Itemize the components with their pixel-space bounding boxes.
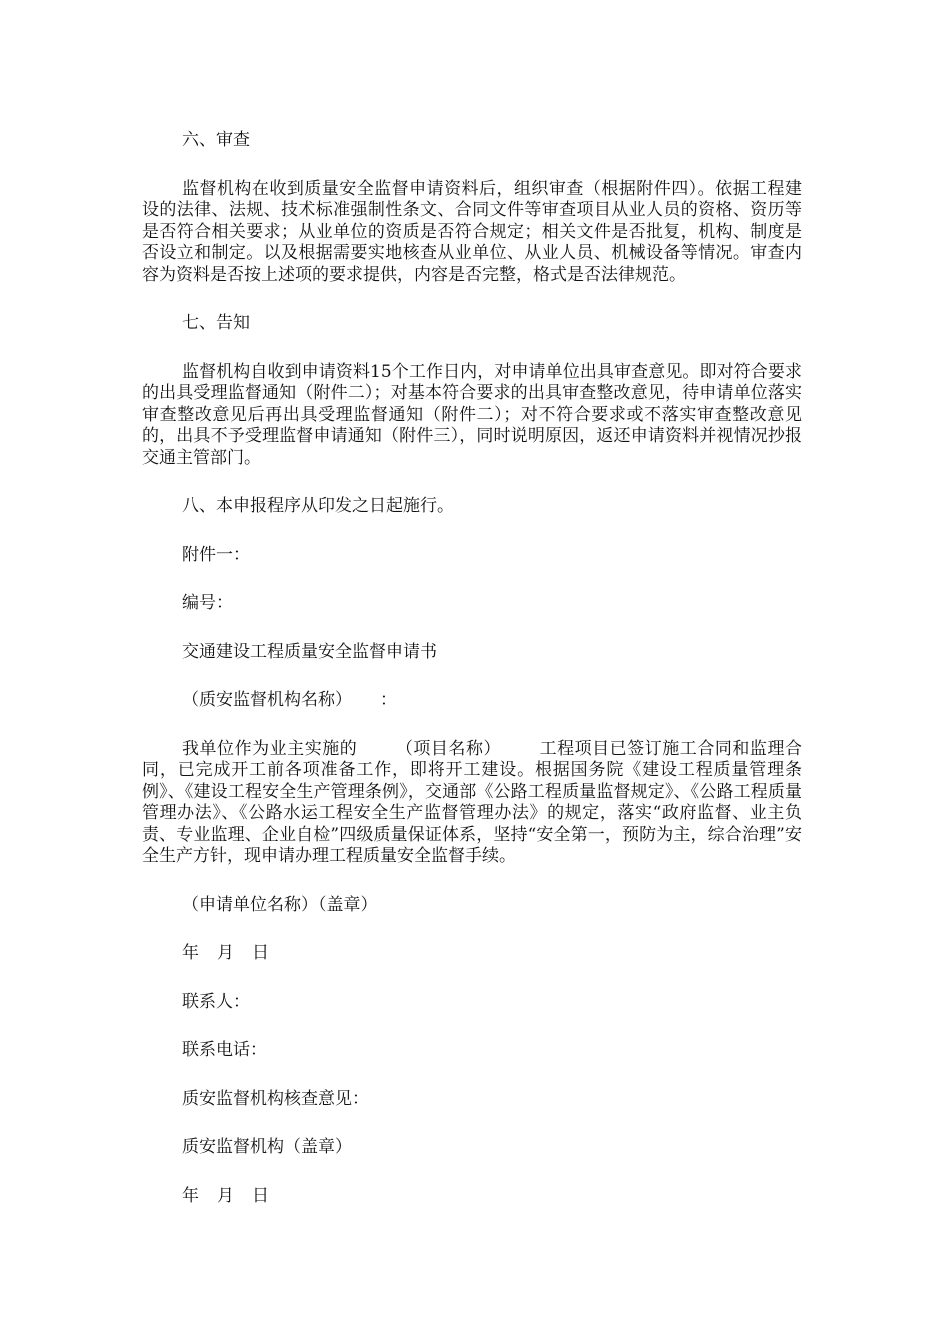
- date-day-label: 日: [252, 943, 269, 963]
- number-label: 编号：: [182, 593, 233, 613]
- date-line-1: [142, 943, 802, 965]
- section-6-body: 监督机构在收到质量安全监督申请资料后，组织审查（根据附件四）。依据工程建设的法律、法规、技术标准强制性条文、合同文件等审查项目从业人员的资格、资历等是否符合相关要求；从业单位的资质是否符合规定；相关文件是否批复，机构、制度是否设立和制定。以及根据需要实地核查从业单位、从业人员、机械设备等情况。审查内容为资料是否按上述项的要求提供，内容是否完整，格式是否法律规范。: [142, 178, 802, 285]
- addressee-name: （质安监督机构名称）: [182, 690, 352, 710]
- addressee-line: [142, 690, 802, 712]
- project-name-placeholder: （项目名称）: [395, 738, 502, 759]
- contact-phone-label: 联系电话：: [182, 1040, 267, 1060]
- section-8-text: 八、本申报程序从印发之日起施行。: [182, 496, 454, 516]
- form-title: 交通建设工程质量安全监督申请书: [182, 641, 437, 662]
- document-body: [142, 130, 802, 1234]
- application-part-2: 工程项目已签订施工合同和监理合同，已完成开工前各项准备工作，即将开工建设。根据国务院《建设工程质量管理条例》、《建设工程安全生产管理条例》，交通部《公路工程质量监督规定》、《公路工程质量管理办法》、《公路水运工程安全生产监督管理办法》的规定，落实“政府监督、业主负责、专业监理、企业自检”四级质量保证体系，坚持“安全第一，预防为主，综合治理”安全生产方针，现申请办理工程质量安全监督手续。: [142, 738, 802, 866]
- date-year-label: 年: [182, 943, 199, 963]
- review-opinion-label: 质安监督机构核查意见：: [182, 1088, 369, 1109]
- application-body: [142, 739, 802, 868]
- section-7-body: 监督机构自收到申请资料15个工作日内，对申请单位出具审查意见。即对符合要求的出具受理监督通知（附件二）；对基本符合要求的出具审查整改意见，待申请单位落实审查整改意见后再出具受理监督通知（附件二）；对不符合要求或不落实审查整改意见的，出具不予受理监督申请通知（附件三），同时说明原因，返还申请资料并视情况抄报交通主管部门。: [142, 361, 802, 468]
- agency-seal-line: 质安监督机构（盖章）: [182, 1137, 352, 1157]
- date-year-label: 年: [182, 1185, 199, 1206]
- contact-person-label: 联系人：: [182, 991, 250, 1012]
- date-day-label: 日: [252, 1185, 269, 1206]
- applicant-seal-line: （申请单位名称）（盖章）: [182, 894, 378, 915]
- date-month-label: 月: [217, 1185, 234, 1206]
- attachment-label: 附件一：: [182, 544, 250, 565]
- addressee-colon: ：: [380, 690, 397, 710]
- section-7-title: 七、告知: [182, 313, 250, 333]
- date-month-label: 月: [217, 943, 234, 963]
- section-6-title: 六、审查: [182, 130, 250, 150]
- date-line-2: [142, 1186, 802, 1208]
- application-part-1: 我单位作为业主实施的: [182, 738, 358, 759]
